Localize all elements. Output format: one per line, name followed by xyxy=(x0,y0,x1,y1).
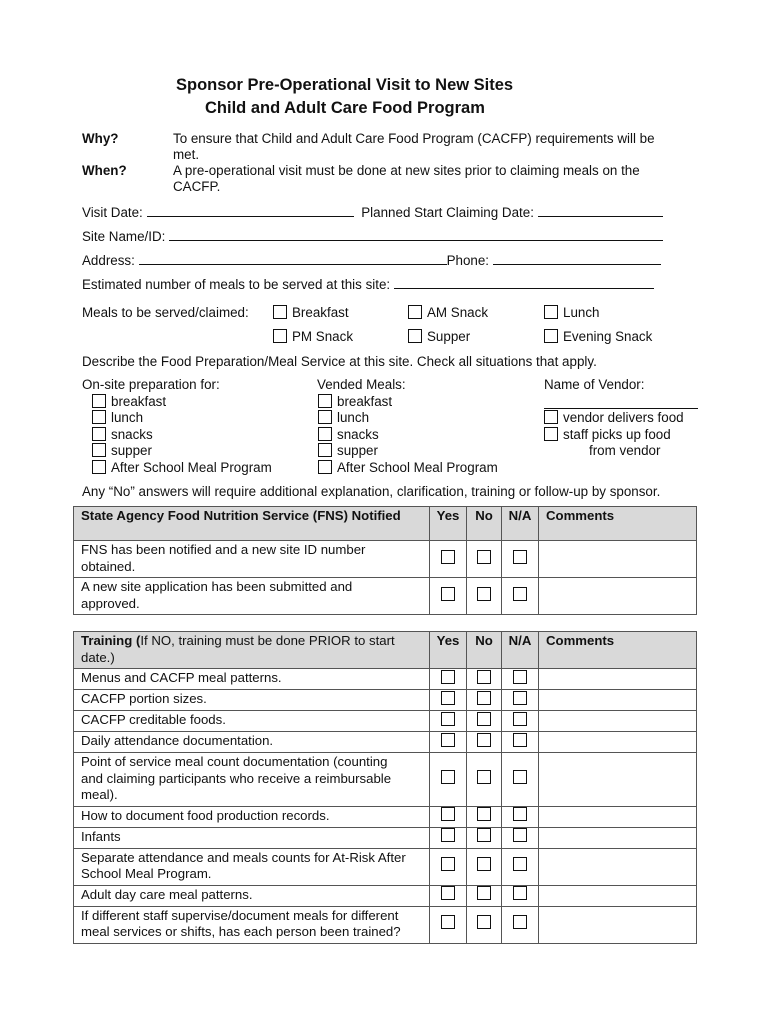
checkbox[interactable] xyxy=(513,550,527,564)
when-label: When? xyxy=(82,163,127,178)
no-header: No xyxy=(467,507,502,541)
training-table-title xyxy=(74,632,430,669)
no-cell[interactable] xyxy=(467,827,502,848)
checkbox[interactable] xyxy=(544,410,558,424)
checkbox[interactable] xyxy=(477,915,491,929)
site-name-field[interactable] xyxy=(169,228,663,241)
checkbox[interactable] xyxy=(441,670,455,684)
row-question xyxy=(74,806,430,827)
checkbox[interactable] xyxy=(318,410,332,424)
onsite-label: On-site preparation for: xyxy=(82,377,220,392)
question-line: If different staff supervise/document meals for different xyxy=(81,907,399,923)
training-table-header xyxy=(74,632,697,669)
question-line: Point of service meal count documentation (counting xyxy=(81,754,388,769)
checkbox[interactable] xyxy=(513,915,527,929)
meal-option-lunch[interactable] xyxy=(544,305,599,320)
comments-cell[interactable] xyxy=(539,541,697,578)
page-subtitle: Child and Adult Care Food Program xyxy=(205,99,485,117)
visit-date-field[interactable] xyxy=(147,204,354,217)
training-title-note: If NO, training must be done PRIOR to start xyxy=(140,633,395,648)
row-question xyxy=(74,848,430,885)
checkbox[interactable] xyxy=(544,329,558,343)
vended-item[interactable] xyxy=(308,394,498,411)
when-text-line-2: CACFP. xyxy=(173,179,221,194)
question-line: Infants xyxy=(81,828,121,844)
comments-cell[interactable] xyxy=(539,690,697,711)
vendor-delivers-label: vendor delivers food xyxy=(563,410,684,425)
training-title-bold: Training ( xyxy=(81,633,141,648)
question-line: meal). xyxy=(81,787,118,802)
vendor-name-field[interactable] xyxy=(544,396,698,409)
planned-start-label: Planned Start Claiming Date: xyxy=(361,205,534,220)
question-line: CACFP creditable foods. xyxy=(81,712,226,727)
table-row xyxy=(74,885,697,906)
checkbox[interactable] xyxy=(513,886,527,900)
table-row xyxy=(74,906,697,943)
row-question xyxy=(74,732,430,753)
table-row xyxy=(74,669,697,690)
yes-cell[interactable] xyxy=(430,806,467,827)
table-row xyxy=(74,848,697,885)
checkbox[interactable] xyxy=(477,857,491,871)
table-row xyxy=(74,690,697,711)
checkbox[interactable] xyxy=(513,691,527,705)
checkbox[interactable] xyxy=(477,828,491,842)
onsite-item[interactable] xyxy=(82,443,272,460)
checkbox[interactable] xyxy=(477,550,491,564)
vended-item[interactable] xyxy=(308,460,498,477)
vended-item[interactable] xyxy=(308,410,498,427)
yes-header: Yes xyxy=(430,507,467,541)
onsite-item-label: snacks xyxy=(111,426,153,442)
no-cell[interactable] xyxy=(467,885,502,906)
vended-item-label: lunch xyxy=(337,410,370,425)
checkbox[interactable] xyxy=(92,427,106,441)
yes-cell[interactable] xyxy=(430,753,467,807)
no-cell[interactable] xyxy=(467,806,502,827)
question-line: A new site application has been submitted and xyxy=(81,579,353,594)
row-question xyxy=(74,669,430,690)
no-cell[interactable] xyxy=(467,690,502,711)
onsite-item[interactable] xyxy=(82,427,272,444)
row-question xyxy=(74,906,430,943)
training-table xyxy=(73,631,697,944)
checkbox[interactable] xyxy=(513,828,527,842)
meal-option-label: PM Snack xyxy=(292,329,354,344)
meal-option-pm-snack[interactable] xyxy=(273,329,353,344)
checkbox[interactable] xyxy=(92,410,106,424)
checkbox[interactable] xyxy=(441,807,455,821)
training-title-note-line-2: date.) xyxy=(81,649,115,665)
phone-label: Phone: xyxy=(446,253,490,268)
onsite-item[interactable] xyxy=(82,410,272,427)
question-line: Adult day care meal patterns. xyxy=(81,886,253,902)
na-cell[interactable] xyxy=(502,690,539,711)
question-line: Daily attendance documentation. xyxy=(81,733,274,748)
row-question xyxy=(74,541,430,578)
address-row xyxy=(82,252,661,268)
checkbox[interactable] xyxy=(477,770,491,784)
checkbox[interactable] xyxy=(477,886,491,900)
no-cell[interactable] xyxy=(467,753,502,807)
meal-option-am-snack[interactable] xyxy=(408,305,488,320)
table-row xyxy=(74,732,697,753)
comments-header: Comments xyxy=(539,632,697,669)
checkbox[interactable] xyxy=(441,828,455,842)
row-question xyxy=(74,690,430,711)
na-cell[interactable] xyxy=(502,806,539,827)
comments-cell[interactable] xyxy=(539,669,697,690)
checkbox[interactable] xyxy=(477,587,491,601)
vended-item-label: snacks xyxy=(337,426,379,442)
table-row xyxy=(74,541,697,578)
fns-table-title: State Agency Food Nutrition Service (FNS) Notified xyxy=(74,507,430,541)
no-cell[interactable] xyxy=(467,906,502,943)
why-text-line-1: To ensure that Child and Adult Care Food Program (CACFP) requirements will be xyxy=(173,131,655,146)
meal-option-label: Lunch xyxy=(563,305,600,320)
na-cell[interactable] xyxy=(502,578,539,615)
row-question xyxy=(74,753,430,807)
onsite-section xyxy=(82,377,272,476)
checkbox[interactable] xyxy=(92,443,106,457)
vendor-pickup-label-line-2: from vendor xyxy=(589,443,661,458)
checkbox[interactable] xyxy=(273,329,287,343)
visit-date-row xyxy=(82,204,663,220)
na-header: N/A xyxy=(502,507,539,541)
meal-option-breakfast[interactable] xyxy=(273,305,349,320)
comments-cell[interactable] xyxy=(539,848,697,885)
checkbox[interactable] xyxy=(408,305,422,319)
checkbox[interactable] xyxy=(441,733,455,747)
question-line: Separate attendance and meals counts for At-Risk After xyxy=(81,849,406,865)
yes-cell[interactable] xyxy=(430,732,467,753)
checkbox[interactable] xyxy=(318,460,332,474)
checkbox[interactable] xyxy=(441,857,455,871)
table-row xyxy=(74,806,697,827)
yes-cell[interactable] xyxy=(430,690,467,711)
table-row xyxy=(74,827,697,848)
question-line: and claiming participants who receive a reimbursable xyxy=(81,770,392,786)
comments-cell[interactable] xyxy=(539,885,697,906)
na-cell[interactable] xyxy=(502,669,539,690)
vended-item-label: After School Meal Program xyxy=(337,459,498,475)
checkbox[interactable] xyxy=(408,329,422,343)
checkbox[interactable] xyxy=(318,443,332,457)
yes-cell[interactable] xyxy=(430,711,467,732)
checkbox[interactable] xyxy=(92,460,106,474)
no-header: No xyxy=(467,632,502,669)
na-cell[interactable] xyxy=(502,711,539,732)
vendor-label: Name of Vendor: xyxy=(544,377,645,392)
comments-cell[interactable] xyxy=(539,711,697,732)
meal-option-label: Breakfast xyxy=(292,305,349,320)
checkbox[interactable] xyxy=(544,427,558,441)
no-cell[interactable] xyxy=(467,578,502,615)
yes-cell[interactable] xyxy=(430,827,467,848)
comments-cell[interactable] xyxy=(539,732,697,753)
yes-cell[interactable] xyxy=(430,541,467,578)
checkbox[interactable] xyxy=(441,886,455,900)
meal-option-label: Supper xyxy=(427,329,471,344)
checkbox[interactable] xyxy=(513,770,527,784)
question-line: meal services or shifts, has each person been trained? xyxy=(81,924,401,939)
vended-label: Vended Meals: xyxy=(317,377,406,392)
fns-table-header xyxy=(74,507,697,541)
comments-cell[interactable] xyxy=(539,806,697,827)
question-line: FNS has been notified and a new site ID number xyxy=(81,542,366,557)
yes-cell[interactable] xyxy=(430,906,467,943)
question-line: How to document food production records. xyxy=(81,807,330,823)
checkbox[interactable] xyxy=(441,712,455,726)
checkbox[interactable] xyxy=(318,394,332,408)
meal-option-supper[interactable] xyxy=(408,329,470,344)
estimated-meals-row xyxy=(82,276,654,292)
table-row xyxy=(74,578,697,615)
training-table-body xyxy=(74,669,697,944)
onsite-item-label: supper xyxy=(111,443,152,458)
onsite-item-label: breakfast xyxy=(111,393,167,409)
checkbox[interactable] xyxy=(441,587,455,601)
table-row xyxy=(74,711,697,732)
vended-section xyxy=(308,377,498,476)
na-cell[interactable] xyxy=(502,906,539,943)
estimated-meals-field[interactable] xyxy=(394,276,654,289)
na-cell[interactable] xyxy=(502,753,539,807)
describe-instructions: Describe the Food Preparation/Meal Service at this site. Check all situations that apply. xyxy=(82,354,597,369)
row-question xyxy=(74,578,430,615)
checkbox[interactable] xyxy=(318,427,332,441)
checkbox[interactable] xyxy=(477,691,491,705)
no-cell[interactable] xyxy=(467,732,502,753)
when-text-line-1: A pre-operational visit must be done at new sites prior to claiming meals on the xyxy=(173,163,640,178)
vendor-delivers-option[interactable] xyxy=(544,410,684,425)
checkbox[interactable] xyxy=(477,807,491,821)
na-cell[interactable] xyxy=(502,885,539,906)
checkbox[interactable] xyxy=(513,670,527,684)
no-cell[interactable] xyxy=(467,541,502,578)
question-line: approved. xyxy=(81,595,140,611)
meal-option-evening-snack[interactable] xyxy=(544,329,652,344)
na-cell[interactable] xyxy=(502,848,539,885)
na-cell[interactable] xyxy=(502,732,539,753)
row-question xyxy=(74,885,430,906)
vended-item-label: supper xyxy=(337,443,378,458)
site-name-label: Site Name/ID: xyxy=(82,229,166,244)
onsite-item[interactable] xyxy=(82,460,272,477)
yes-header: Yes xyxy=(430,632,467,669)
site-name-row xyxy=(82,228,663,244)
checkbox[interactable] xyxy=(477,733,491,747)
yes-cell[interactable] xyxy=(430,669,467,690)
question-line: School Meal Program. xyxy=(81,866,212,881)
row-question xyxy=(74,827,430,848)
meal-option-label: AM Snack xyxy=(427,305,489,320)
na-cell[interactable] xyxy=(502,541,539,578)
na-cell[interactable] xyxy=(502,827,539,848)
checkbox[interactable] xyxy=(441,915,455,929)
comments-cell[interactable] xyxy=(539,753,697,807)
estimated-meals-label: Estimated number of meals to be served at this site: xyxy=(82,277,391,292)
checkbox[interactable] xyxy=(513,807,527,821)
vended-item[interactable] xyxy=(308,443,498,460)
vendor-pickup-label: staff picks up food xyxy=(563,427,671,442)
checkbox[interactable] xyxy=(544,305,558,319)
why-label: Why? xyxy=(82,131,119,146)
checkbox[interactable] xyxy=(441,550,455,564)
comments-cell[interactable] xyxy=(539,827,697,848)
checkbox[interactable] xyxy=(513,857,527,871)
checkbox[interactable] xyxy=(477,712,491,726)
yes-cell[interactable] xyxy=(430,578,467,615)
checkbox[interactable] xyxy=(441,691,455,705)
vended-item[interactable] xyxy=(308,427,498,444)
address-field[interactable] xyxy=(139,252,447,265)
meal-option-label: Evening Snack xyxy=(563,329,653,344)
question-line: obtained. xyxy=(81,558,136,574)
page-title: Sponsor Pre-Operational Visit to New Sites xyxy=(176,76,514,94)
vended-item-label: breakfast xyxy=(337,393,393,409)
meals-label: Meals to be served/claimed: xyxy=(82,305,249,320)
onsite-item-label: lunch xyxy=(111,410,144,425)
comments-cell[interactable] xyxy=(539,578,697,615)
onsite-item[interactable] xyxy=(82,394,272,411)
checkbox[interactable] xyxy=(92,394,106,408)
checkbox[interactable] xyxy=(513,733,527,747)
no-cell[interactable] xyxy=(467,848,502,885)
na-header: N/A xyxy=(502,632,539,669)
onsite-item-label: After School Meal Program xyxy=(111,459,272,475)
phone-field[interactable] xyxy=(493,252,661,265)
yes-cell[interactable] xyxy=(430,885,467,906)
question-line: Menus and CACFP meal patterns. xyxy=(81,670,282,685)
checkbox[interactable] xyxy=(441,770,455,784)
comments-header: Comments xyxy=(539,507,697,541)
planned-start-field[interactable] xyxy=(538,204,663,217)
visit-date-label: Visit Date: xyxy=(82,205,143,220)
yes-cell[interactable] xyxy=(430,848,467,885)
comments-cell[interactable] xyxy=(539,906,697,943)
no-answers-note: Any “No” answers will require additional explanation, clarification, training or follow-up by sponsor. xyxy=(82,484,661,499)
vendor-pickup-option[interactable] xyxy=(544,427,671,442)
address-label: Address: xyxy=(82,253,135,268)
checkbox[interactable] xyxy=(513,587,527,601)
question-line: CACFP portion sizes. xyxy=(81,691,207,706)
no-cell[interactable] xyxy=(467,711,502,732)
fns-table xyxy=(73,506,697,615)
checkbox[interactable] xyxy=(477,670,491,684)
table-row xyxy=(74,753,697,807)
no-cell[interactable] xyxy=(467,669,502,690)
row-question xyxy=(74,711,430,732)
why-text-line-2: met. xyxy=(173,147,200,162)
checkbox[interactable] xyxy=(273,305,287,319)
checkbox[interactable] xyxy=(513,712,527,726)
